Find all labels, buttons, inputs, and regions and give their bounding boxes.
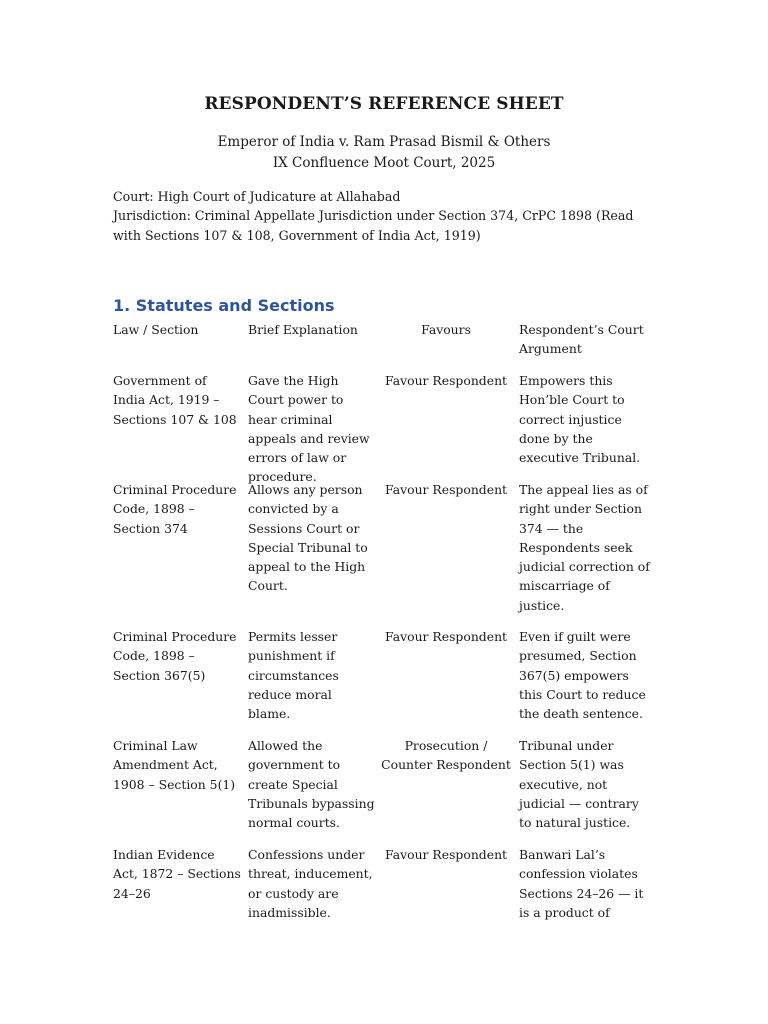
cell-argument: Tribunal under Section 5(1) was executive, not judicial — contrary to natural justice.	[519, 738, 639, 831]
case-name: Emperor of India v. Ram Prasad Bismil & Others	[217, 134, 551, 150]
header-law: Law / Section	[113, 322, 199, 337]
cell-favours: Favour Respondent	[384, 847, 508, 862]
header-favours: Favours	[421, 322, 471, 337]
header-explanation: Brief Explanation	[248, 322, 358, 337]
cell-argument: Banwari Lal’s confession violates Sections 24–26 — it is a product of	[519, 847, 644, 920]
cell-argument: Empowers this Hon’ble Court to correct injustice done by the executive Tribunal.	[519, 373, 641, 466]
cell-favours: Favour Respondent	[384, 373, 508, 388]
cell-explanation: Permits lesser punishment if circumstances reduce moral blame.	[248, 629, 339, 722]
competition-name: IX Confluence Moot Court, 2025	[272, 155, 496, 171]
cell-favours: Favour Respondent	[384, 482, 508, 497]
cell-explanation: Allows any person convicted by a Sessions Court or Special Tribunal to appeal to the High Court.	[248, 482, 368, 594]
jurisdiction-line: Jurisdiction: Criminal Appellate Jurisdiction under Section 374, CrPC 1898 (Read with Sections 107 & 108, Government of India Act, 1919)	[113, 208, 634, 243]
cell-argument: The appeal lies as of right under Section 374 — the Respondents seek judicial correction of miscarriage of justice.	[519, 482, 650, 613]
cell-law: Government of India Act, 1919 – Sections 107 & 108	[113, 373, 237, 427]
cell-favours: Prosecution / Counter Respondent	[381, 738, 511, 773]
court-line: Court: High Court of Judicature at Allahabad	[113, 189, 401, 204]
cell-favours: Favour Respondent	[384, 629, 508, 644]
cell-explanation: Confessions under threat, inducement, or custody are inadmissible.	[248, 847, 373, 920]
header-argument: Respondent’s Court Argument	[519, 322, 644, 357]
cell-law: Criminal Procedure Code, 1898 – Section 367(5)	[113, 629, 237, 683]
page-title: RESPONDENT’S REFERENCE SHEET	[204, 94, 564, 114]
cell-argument: Even if guilt were presumed, Section 367(5) empowers this Court to reduce the death sentence.	[519, 629, 646, 722]
cell-law: Criminal Procedure Code, 1898 – Section 374	[113, 482, 237, 536]
cell-explanation: Gave the High Court power to hear criminal appeals and review errors of law or procedure.	[248, 373, 370, 485]
cell-law: Indian Evidence Act, 1872 – Sections 24–26	[113, 847, 241, 901]
section-heading: 1. Statutes and Sections	[113, 296, 335, 315]
cell-law: Criminal Law Amendment Act, 1908 – Section 5(1)	[113, 738, 236, 792]
cell-explanation: Allowed the government to create Special Tribunals bypassing normal courts.	[248, 738, 375, 831]
